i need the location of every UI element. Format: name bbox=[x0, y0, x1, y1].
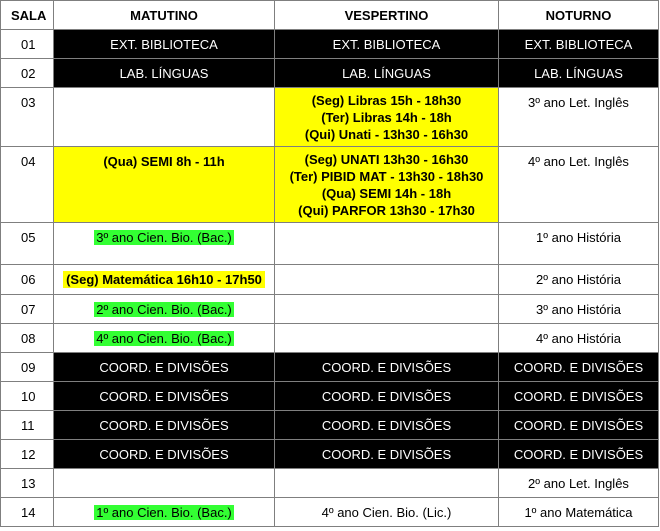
vespertino-cell: EXT. BIBLIOTECA bbox=[275, 30, 499, 59]
vespertino-cell bbox=[275, 469, 499, 498]
room-number: 07 bbox=[1, 295, 54, 324]
matutino-cell: EXT. BIBLIOTECA bbox=[54, 30, 275, 59]
header-vespertino: VESPERTINO bbox=[275, 1, 499, 30]
noturno-cell: COORD. E DIVISÕES bbox=[499, 382, 659, 411]
vespertino-cell bbox=[275, 223, 499, 265]
table-row bbox=[1, 59, 659, 88]
matutino-cell: COORD. E DIVISÕES bbox=[54, 353, 275, 382]
matutino-cell bbox=[54, 295, 275, 324]
course-highlight: 3º ano Cien. Bio. (Bac.) bbox=[96, 230, 232, 245]
header-matutino: MATUTINO bbox=[54, 1, 275, 30]
vespertino-cell: COORD. E DIVISÕES bbox=[275, 440, 499, 469]
room-number: 05 bbox=[1, 223, 54, 265]
table-row bbox=[1, 88, 659, 147]
room-number: 11 bbox=[1, 411, 54, 440]
noturno-cell: 2º ano Let. Inglês bbox=[499, 469, 659, 498]
matutino-cell: COORD. E DIVISÕES bbox=[54, 411, 275, 440]
noturno-cell: 3º ano História bbox=[499, 295, 659, 324]
matutino-cell bbox=[54, 223, 275, 265]
room-number: 02 bbox=[1, 59, 54, 88]
matutino-cell bbox=[54, 324, 275, 353]
vespertino-cell bbox=[275, 295, 499, 324]
table-row bbox=[1, 382, 659, 411]
schedule-line: (Qui) PARFOR 13h30 - 17h30 bbox=[298, 203, 475, 218]
table-row bbox=[1, 411, 659, 440]
room-number: 12 bbox=[1, 440, 54, 469]
noturno-cell: COORD. E DIVISÕES bbox=[499, 440, 659, 469]
matutino-cell bbox=[54, 88, 275, 147]
table-row bbox=[1, 324, 659, 353]
schedule-line: (Qui) Unati - 13h30 - 16h30 bbox=[304, 127, 469, 142]
room-number: 10 bbox=[1, 382, 54, 411]
course-highlight: 1º ano Cien. Bio. (Bac.) bbox=[96, 504, 232, 520]
schedule-line: (Seg) Libras 15h - 18h30 bbox=[311, 93, 462, 108]
table-row bbox=[1, 469, 659, 498]
table-row bbox=[1, 223, 659, 265]
vespertino-cell: COORD. E DIVISÕES bbox=[275, 382, 499, 411]
matutino-cell: COORD. E DIVISÕES bbox=[54, 382, 275, 411]
header-row bbox=[1, 1, 659, 30]
noturno-cell: 2º ano História bbox=[499, 265, 659, 295]
noturno-cell: COORD. E DIVISÕES bbox=[499, 353, 659, 382]
noturno-cell: 4º ano Let. Inglês bbox=[499, 147, 659, 223]
room-number: 09 bbox=[1, 353, 54, 382]
table-row bbox=[1, 295, 659, 324]
room-number: 08 bbox=[1, 324, 54, 353]
schedule-line: (Ter) Libras 14h - 18h bbox=[321, 110, 452, 125]
vespertino-cell bbox=[275, 324, 499, 353]
schedule-line: (Seg) UNATI 13h30 - 16h30 bbox=[304, 152, 469, 167]
matutino-cell bbox=[54, 469, 275, 498]
schedule-line: (Ter) PIBID MAT - 13h30 - 18h30 bbox=[289, 169, 484, 184]
matutino-cell: (Qua) SEMI 8h - 11h bbox=[54, 147, 275, 223]
room-number: 06 bbox=[1, 265, 54, 295]
room-number: 04 bbox=[1, 147, 54, 223]
vespertino-cell: 4º ano Cien. Bio. (Lic.) bbox=[275, 498, 499, 527]
table-row bbox=[1, 265, 659, 295]
room-number: 14 bbox=[1, 498, 54, 527]
noturno-cell: 3º ano Let. Inglês bbox=[499, 88, 659, 147]
noturno-cell: 4º ano História bbox=[499, 324, 659, 353]
course-highlight: 2º ano Cien. Bio. (Bac.) bbox=[96, 301, 232, 317]
room-number: 03 bbox=[1, 88, 54, 147]
course-highlight: 4º ano Cien. Bio. (Bac.) bbox=[96, 330, 232, 346]
header-noturno: NOTURNO bbox=[499, 1, 659, 30]
table-row bbox=[1, 353, 659, 382]
room-number: 01 bbox=[1, 30, 54, 59]
noturno-cell: 1º ano História bbox=[499, 223, 659, 265]
matutino-cell: COORD. E DIVISÕES bbox=[54, 440, 275, 469]
vespertino-cell: LAB. LÍNGUAS bbox=[275, 59, 499, 88]
vespertino-cell: COORD. E DIVISÕES bbox=[275, 353, 499, 382]
matutino-cell bbox=[54, 498, 275, 527]
vespertino-cell bbox=[275, 88, 499, 147]
schedule-line: (Qua) SEMI 14h - 18h bbox=[321, 186, 452, 201]
noturno-cell: LAB. LÍNGUAS bbox=[499, 59, 659, 88]
matutino-cell: LAB. LÍNGUAS bbox=[54, 59, 275, 88]
table-row bbox=[1, 498, 659, 527]
header-sala: SALA bbox=[1, 1, 54, 30]
noturno-cell: 1º ano Matemática bbox=[499, 498, 659, 527]
vespertino-cell bbox=[275, 265, 499, 295]
matutino-cell bbox=[54, 265, 275, 295]
schedule-highlight: (Seg) Matemática 16h10 - 17h50 bbox=[63, 271, 265, 288]
noturno-cell: EXT. BIBLIOTECA bbox=[499, 30, 659, 59]
noturno-cell: COORD. E DIVISÕES bbox=[499, 411, 659, 440]
table-row bbox=[1, 30, 659, 59]
room-number: 13 bbox=[1, 469, 54, 498]
vespertino-cell: COORD. E DIVISÕES bbox=[275, 411, 499, 440]
vespertino-cell bbox=[275, 147, 499, 223]
table-row bbox=[1, 147, 659, 223]
table-row bbox=[1, 440, 659, 469]
